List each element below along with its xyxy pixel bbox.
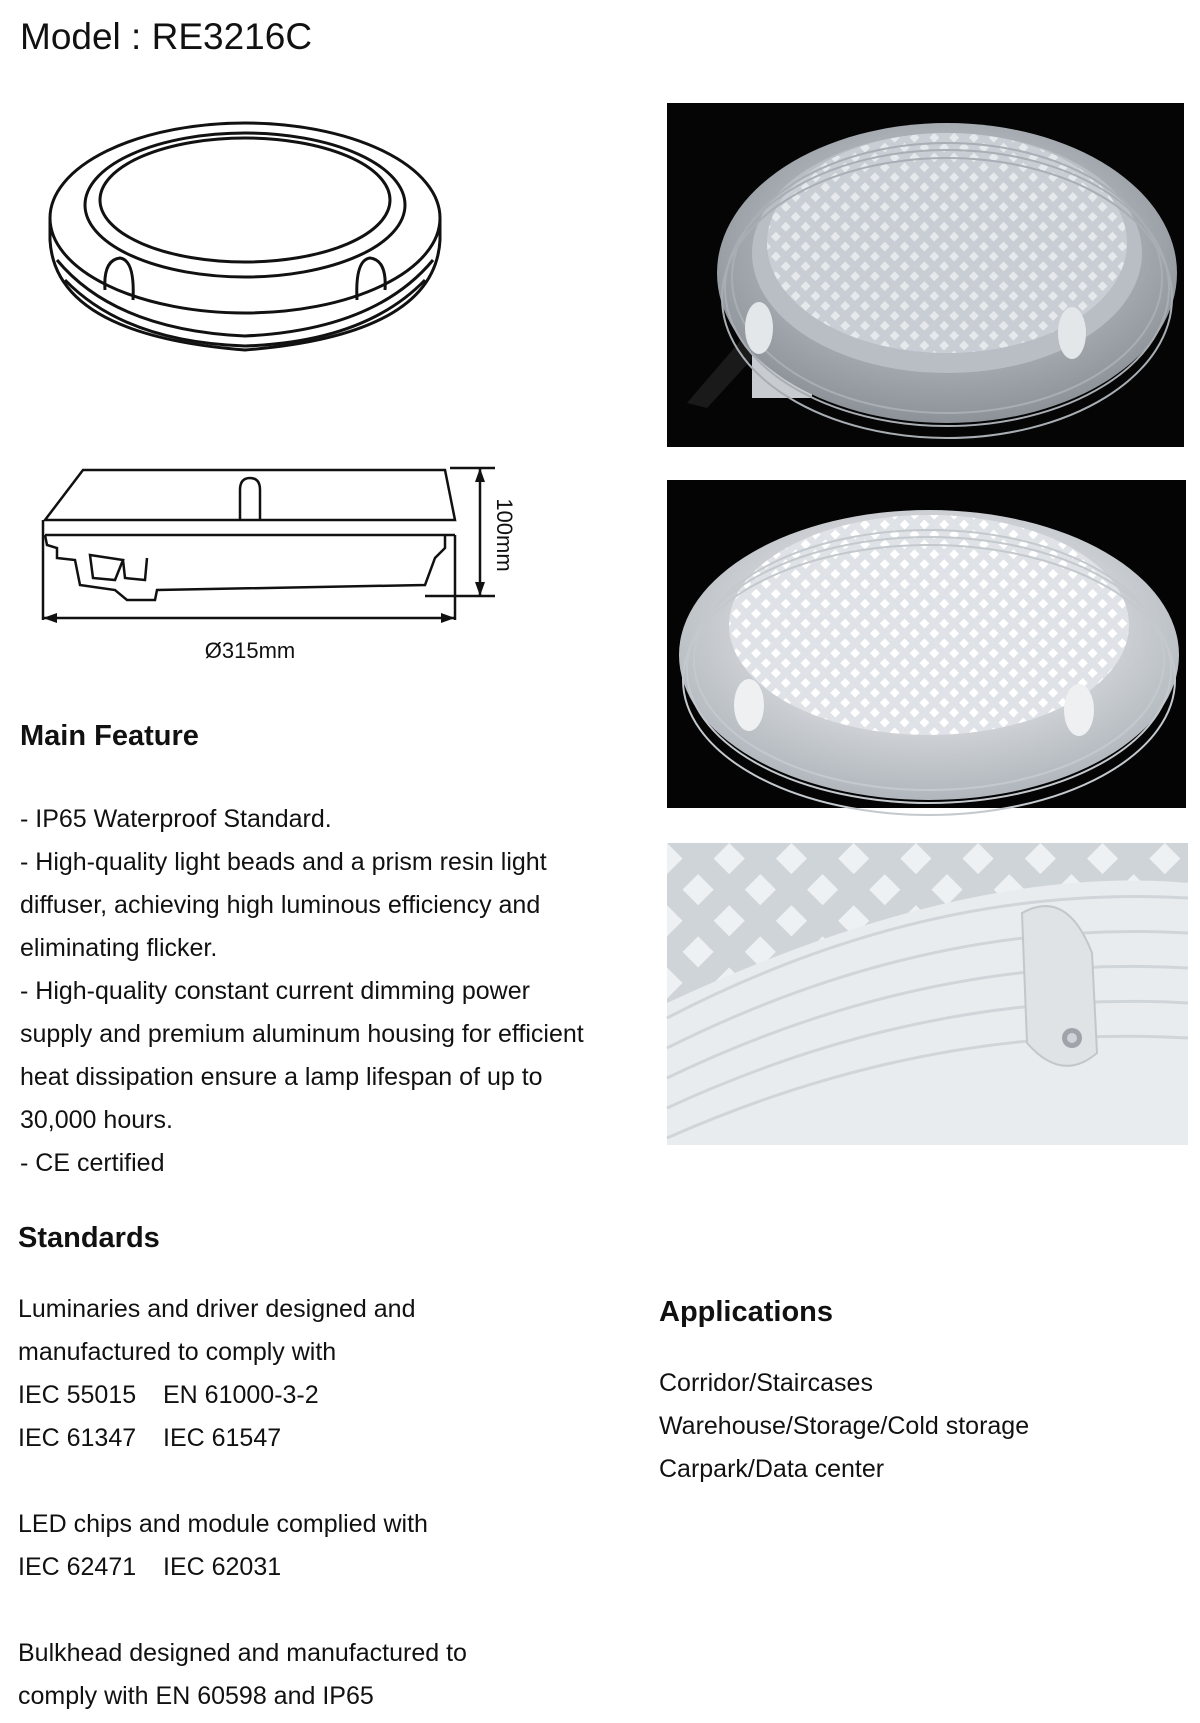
diameter-dimension-label: Ø315mm — [204, 638, 296, 663]
feature-line: 30,000 hours. — [20, 1106, 173, 1134]
standards-row — [18, 1374, 467, 1417]
standards-heading: Standards — [18, 1222, 160, 1254]
feature-line: heat dissipation ensure a lamp lifespan of up to — [20, 1063, 543, 1091]
product-dimension-drawing — [35, 440, 517, 670]
page-title: Model : RE3216C — [20, 16, 313, 57]
main-feature-heading: Main Feature — [20, 720, 199, 752]
application-item: Corridor/Staircases — [659, 1369, 873, 1397]
feature-line: diffuser, achieving high luminous efficiency and — [20, 891, 541, 919]
feature-line: - IP65 Waterproof Standard. — [20, 805, 332, 833]
standards-intro: manufactured to comply with — [18, 1338, 337, 1366]
standard-code: IEC 62031 — [163, 1553, 282, 1581]
standards-row — [18, 1546, 467, 1589]
applications-heading: Applications — [659, 1296, 834, 1328]
feature-line: - High-quality light beads and a prism resin light — [20, 848, 547, 876]
standard-code: IEC 55015 — [18, 1381, 137, 1409]
applications-list — [659, 1362, 1029, 1491]
product-photo-closeup — [667, 843, 1188, 1145]
standard-code: EN 61000-3-2 — [163, 1381, 319, 1409]
bulkhead-text: Bulkhead designed and manufactured to — [18, 1639, 467, 1667]
bulkhead-text: comply with EN 60598 and IP65 — [18, 1682, 374, 1710]
feature-line: supply and premium aluminum housing for efficient — [20, 1020, 584, 1048]
application-item: Carpark/Data center — [659, 1455, 885, 1483]
product-photo-on — [667, 480, 1186, 808]
product-perspective-drawing — [25, 100, 465, 370]
product-photo-off — [667, 103, 1184, 447]
main-feature-list — [20, 798, 584, 1185]
standards-block — [18, 1288, 467, 1718]
standard-code: IEC 61547 — [163, 1424, 282, 1452]
standards-row — [18, 1417, 467, 1460]
feature-line: - High-quality constant current dimming power — [20, 977, 530, 1005]
led-intro: LED chips and module complied with — [18, 1510, 428, 1538]
application-item: Warehouse/Storage/Cold storage — [659, 1412, 1030, 1440]
standards-intro: Luminaries and driver designed and — [18, 1295, 416, 1323]
standard-code: IEC 62471 — [18, 1553, 137, 1581]
standard-code: IEC 61347 — [18, 1424, 137, 1452]
feature-line: - CE certified — [20, 1149, 165, 1177]
feature-line: eliminating flicker. — [20, 934, 218, 962]
height-dimension-label: 100mm — [492, 498, 517, 572]
